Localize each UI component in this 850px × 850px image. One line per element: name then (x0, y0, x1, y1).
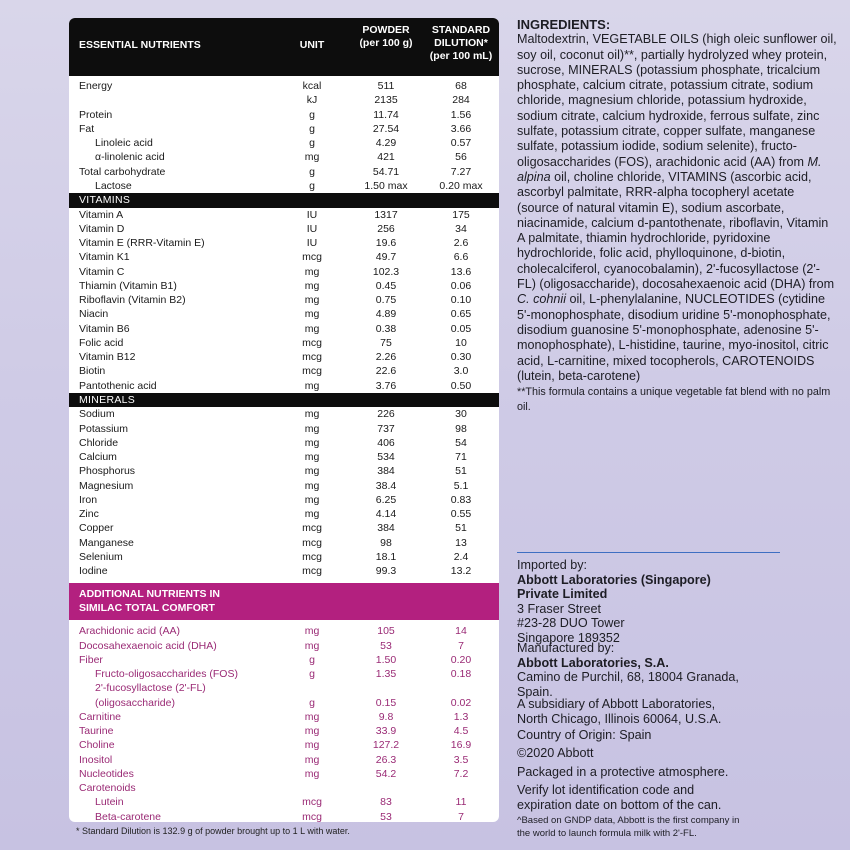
table-row (69, 521, 499, 535)
nutrient-name: Carotenoids (79, 782, 136, 794)
m-alpina-italic: M. alpina (517, 154, 822, 184)
nutrient-unit: mcg (302, 365, 322, 378)
powder-value: 2135 (374, 94, 398, 107)
dilution-value: 6.6 (453, 251, 469, 264)
dilution-value: 1.56 (450, 108, 472, 121)
table-row (69, 350, 499, 364)
powder-value: 4.14 (375, 508, 397, 520)
dilution-value: 0.05 (450, 322, 472, 335)
nutrient-name: Arachidonic acid (AA) (79, 625, 180, 638)
table-row (69, 681, 499, 695)
nutrient-unit: g (309, 179, 315, 192)
dilution-value: 7 (458, 810, 464, 822)
powder-value: 406 (377, 436, 395, 449)
nutrient-unit: mg (304, 436, 320, 449)
dilution-value: 11 (455, 796, 467, 809)
table-row (69, 336, 499, 350)
powder-value: 421 (377, 151, 395, 164)
dilution-value: 16.9 (450, 739, 472, 752)
powder-value: 384 (377, 465, 395, 478)
header-dilution: STANDARD DILUTION* (per 100 mL) (429, 24, 493, 62)
dilution-value: 13 (455, 536, 467, 549)
table-row (69, 379, 499, 393)
nutrient-name: Sodium (79, 408, 115, 421)
dilution-value: 0.20 max (439, 179, 483, 192)
powder-value: 0.45 (375, 279, 397, 292)
nutrient-name: Copper (79, 522, 114, 535)
nutrition-table (69, 18, 499, 822)
nutrient-unit: mg (304, 625, 320, 638)
nutrient-name: Fat (79, 122, 95, 135)
nutrient-name: Inositol (79, 753, 113, 766)
powder-value: 26.3 (375, 753, 397, 766)
dilution-value: 0.55 (450, 508, 472, 520)
nutrient-unit: mcg (302, 810, 322, 822)
nutrient-name: Nucleotides (79, 767, 134, 780)
nutrient-name: Protein (79, 108, 113, 121)
dilution-value: 7.2 (453, 767, 469, 780)
table-row (69, 179, 499, 193)
powder-value: 0.15 (375, 696, 397, 709)
nutrient-name: 2'-fucosyllactose (2'-FL) (95, 682, 206, 695)
table-header (69, 18, 499, 76)
dilution-value: 54 (455, 436, 467, 449)
table-row (69, 108, 499, 122)
minerals-section-header: MINERALS (69, 393, 499, 408)
nutrient-name: Total carbohydrate (79, 165, 166, 178)
powder-value: 83 (380, 796, 392, 809)
verify-line: expiration date on bottom of the can. (517, 797, 722, 812)
manufacturer-address-line: Spain. (517, 684, 553, 699)
dilution-value: 1.3 (453, 710, 469, 723)
manufacturer-block (517, 641, 837, 699)
dilution-value: 0.10 (450, 294, 472, 306)
manufacturer-address-line: Camino de Purchil, 68, 18004 Granada, (517, 670, 739, 684)
verify-note (517, 783, 837, 812)
nutrient-name: Vitamin D (79, 222, 125, 235)
powder-value: 102.3 (372, 265, 400, 278)
powder-value: 737 (377, 422, 395, 435)
dilution-value: 0.18 (450, 668, 472, 680)
table-row (69, 150, 499, 164)
powder-value: 19.6 (375, 237, 397, 249)
nutrient-unit: mg (304, 308, 320, 321)
dilution-value: 2.6 (453, 237, 469, 249)
importer-address-line: 3 Fraser Street (517, 601, 601, 616)
table-row (69, 422, 499, 436)
table-row (69, 436, 499, 450)
powder-value: 27.54 (372, 122, 400, 135)
nutrient-unit: g (309, 653, 315, 666)
table-row (69, 464, 499, 478)
nutrient-unit: kcal (302, 80, 322, 92)
powder-value: 6.25 (375, 493, 397, 506)
table-row (69, 724, 499, 738)
table-row (69, 507, 499, 521)
dilution-value: 0.65 (450, 308, 472, 321)
nutrient-unit: mg (304, 739, 320, 752)
powder-value: 3.76 (375, 379, 397, 392)
header-nutrients: ESSENTIAL NUTRIENTS (79, 39, 201, 51)
table-row (69, 265, 499, 279)
powder-value: 2.26 (375, 351, 397, 363)
nutrient-name: Linoleic acid (95, 137, 153, 149)
powder-value: 0.75 (375, 294, 397, 306)
table-row (69, 122, 499, 136)
nutrient-name: Carnitine (79, 710, 122, 723)
powder-value: 75 (380, 336, 392, 349)
essential-nutrients-list (69, 79, 499, 193)
table-row (69, 93, 499, 107)
nutrient-unit: g (309, 696, 315, 709)
powder-value: 256 (377, 222, 395, 235)
dilution-value: 4.5 (453, 725, 469, 737)
header-unit: UNIT (299, 39, 325, 51)
nutrient-name: Magnesium (79, 479, 134, 492)
nutrient-name: Iodine (79, 565, 108, 577)
nutrient-name: Vitamin E (RRR-Vitamin E) (79, 237, 205, 249)
table-row (69, 307, 499, 321)
nutrient-unit: g (309, 122, 315, 135)
powder-value: 18.1 (375, 550, 397, 563)
nutrient-name: Potassium (79, 422, 129, 435)
powder-value: 38.4 (375, 479, 397, 492)
dilution-value: 0.02 (450, 696, 472, 709)
nutrient-name: Calcium (79, 451, 117, 463)
table-row (69, 450, 499, 464)
nutrient-unit: mg (304, 639, 320, 652)
powder-value: 1.50 max (364, 179, 408, 192)
nutrient-unit: mg (304, 279, 320, 292)
table-row (69, 550, 499, 564)
subsidiary-block (517, 697, 837, 726)
powder-value: 11.74 (373, 108, 399, 121)
nutrient-unit: mg (304, 767, 320, 780)
nutrient-name: Fructo-oligosaccharides (FOS) (95, 668, 238, 680)
table-row (69, 322, 499, 336)
table-row (69, 564, 499, 578)
nutrient-name: Vitamin C (79, 265, 125, 278)
nutrient-name: Taurine (79, 725, 114, 737)
nutrient-unit: mg (304, 493, 320, 506)
nutrient-name: Chloride (79, 436, 119, 449)
manufacturer-name: Abbott Laboratories, S.A. (517, 655, 669, 670)
minerals-list (69, 407, 499, 578)
nutrient-unit: mg (304, 151, 320, 164)
dilution-value: 13.6 (450, 265, 472, 278)
nutrient-name: Fiber (79, 653, 103, 666)
nutrient-name: Docosahexaenoic acid (DHA) (79, 639, 217, 652)
nutrient-name: Iron (79, 493, 98, 506)
powder-value: 1.50 (375, 653, 397, 666)
dilution-value: 0.50 (450, 379, 472, 392)
table-row (69, 250, 499, 264)
powder-value: 1317 (374, 208, 398, 221)
dilution-value: 30 (455, 408, 467, 421)
dilution-value: 0.20 (450, 653, 472, 666)
dilution-value: 7.27 (450, 165, 472, 178)
nutrient-unit: mcg (302, 351, 322, 363)
standard-dilution-footnote: * Standard Dilution is 132.9 g of powder brought up to 1 L with water. (76, 826, 350, 836)
nutrient-unit: mcg (302, 536, 322, 549)
table-row (69, 653, 499, 667)
dilution-value: 10 (455, 336, 467, 349)
nutrient-unit: mg (304, 422, 320, 435)
powder-value: 534 (377, 451, 395, 463)
table-row (69, 165, 499, 179)
powder-value: 0.38 (375, 322, 397, 335)
nutrient-unit: mg (304, 710, 320, 723)
nutrient-unit: mg (304, 294, 320, 306)
table-row (69, 279, 499, 293)
nutrient-name: Thiamin (Vitamin B1) (79, 279, 177, 292)
powder-value: 384 (377, 522, 395, 535)
nutrient-unit: mg (304, 322, 320, 335)
nutrient-name: Energy (79, 80, 113, 92)
nutrient-unit: g (309, 165, 315, 178)
nutrient-unit: mcg (302, 565, 322, 577)
gndp-line: ^Based on GNDP data, Abbott is the first company in (517, 815, 740, 826)
nutrient-unit: mg (304, 479, 320, 492)
dilution-value: 2.4 (453, 550, 469, 563)
powder-value: 53 (380, 639, 392, 652)
powder-value: 226 (377, 408, 395, 421)
nutrient-name: Zinc (79, 508, 99, 520)
powder-value: 105 (377, 625, 395, 638)
nutrient-name: Choline (79, 739, 115, 752)
nutrient-unit: mg (304, 379, 320, 392)
nutrient-unit: mg (304, 408, 320, 421)
nutrient-name: Vitamin A (79, 208, 124, 221)
dilution-value: 284 (452, 94, 470, 107)
vitamins-section-header: VITAMINS (69, 193, 499, 208)
table-row (69, 479, 499, 493)
dilution-value: 0.06 (450, 279, 472, 292)
nutrient-name: Vitamin B6 (79, 322, 130, 335)
dilution-value: 3.66 (450, 122, 472, 135)
nutrient-unit: g (309, 108, 315, 121)
powder-value: 98 (380, 536, 392, 549)
nutrient-unit: mcg (302, 336, 322, 349)
nutrient-name: α-linolenic acid (95, 151, 165, 164)
table-row (69, 795, 499, 809)
importer-address-line: Singapore 189352 (517, 630, 620, 645)
powder-value: 1.35 (375, 668, 397, 680)
powder-value: 54.71 (372, 165, 400, 178)
powder-value: 54.2 (375, 767, 397, 780)
importer-address-line: #23-28 DUO Tower (517, 616, 625, 630)
nutrient-unit: mg (304, 265, 320, 278)
nutrient-name: Pantothenic acid (79, 379, 157, 392)
dilution-value: 98 (455, 422, 467, 435)
nutrient-unit: mg (304, 508, 320, 520)
table-row (69, 624, 499, 638)
table-row (69, 696, 499, 710)
table-row (69, 407, 499, 421)
verify-line: Verify lot identification code and (517, 783, 695, 797)
table-row (69, 710, 499, 724)
palm-oil-note: **This formula contains a unique vegetable fat blend with no palm oil. (517, 386, 831, 414)
nutrient-unit: mg (304, 451, 320, 463)
table-row (69, 208, 499, 222)
nutrient-name: Vitamin K1 (79, 251, 130, 264)
importer-label: Imported by: (517, 558, 587, 572)
gndp-line: the world to launch formula milk with 2'-FL. (517, 827, 697, 839)
importer-block (517, 558, 837, 645)
manufacturer-label: Manufactured by: (517, 641, 615, 655)
powder-value: 99.3 (375, 565, 397, 577)
powder-value: 49.7 (375, 251, 397, 264)
nutrient-name: Biotin (79, 365, 106, 378)
importer-name: Abbott Laboratories (Singapore) Private Limited (517, 572, 711, 601)
table-row (69, 767, 499, 781)
copyright: ©2020 Abbott (517, 746, 594, 760)
nutrient-name: Riboflavin (Vitamin B2) (79, 294, 186, 306)
table-row (69, 79, 499, 93)
dilution-value: 51 (455, 522, 467, 535)
dilution-value: 71 (455, 451, 467, 463)
c-cohnii-italic: C. cohnii (517, 292, 566, 307)
table-row (69, 753, 499, 767)
subsidiary-line: A subsidiary of Abbott Laboratories, (517, 697, 716, 711)
nutrient-unit: IU (306, 222, 318, 235)
nutrient-name: Beta-carotene (95, 810, 161, 822)
nutrient-unit: mcg (302, 796, 322, 809)
powder-value: 33.9 (375, 725, 397, 737)
dilution-value: 0.83 (450, 493, 472, 506)
nutrient-unit: mcg (302, 550, 322, 563)
table-row (69, 781, 499, 795)
table-row (69, 136, 499, 150)
powder-value: 22.6 (375, 365, 397, 378)
nutrient-name: Niacin (79, 308, 109, 321)
powder-value: 511 (377, 80, 395, 92)
powder-value: 53 (380, 810, 392, 822)
country-of-origin: Country of Origin: Spain (517, 728, 652, 742)
additional-nutrients-list (69, 624, 499, 822)
dilution-value: 14 (455, 625, 467, 638)
nutrient-name: Lutein (95, 796, 124, 809)
nutrient-unit: IU (306, 237, 318, 249)
dilution-value: 34 (455, 222, 467, 235)
table-row (69, 738, 499, 752)
nutrient-unit: IU (306, 208, 318, 221)
nutrient-name: Vitamin B12 (79, 351, 136, 363)
additional-nutrients-header: ADDITIONAL NUTRIENTS IN SIMILAC TOTAL COMFORT (69, 583, 499, 620)
table-row (69, 536, 499, 550)
table-row (69, 364, 499, 378)
table-row (69, 236, 499, 250)
table-row (69, 293, 499, 307)
nutrient-unit: mg (304, 465, 320, 478)
nutrient-name: Selenium (79, 550, 123, 563)
dilution-value: 13.2 (450, 565, 472, 577)
dilution-value: 51 (455, 465, 467, 478)
nutrient-unit: mg (304, 753, 320, 766)
ingredients-text: Maltodextrin, VEGETABLE OILS (high oleic sunflower oil, soy oil, coconut oil)**, partially hydrolyzed whey protein, sucrose, MINERALS (potassium phosphate, tricalcium phosphate, calcium citrate, potassium citrate, sodium chloride, magnesium chloride, potassium hydroxide, sodium citrate, calcium hydroxide, ferrous sulfate, zinc sulfate, potassium citrate, copper sulfate, manganese sulfate, potassium iodide, sodium selenite), fructo-oligosaccharides (FOS), arachidonic acid (AA) from M. alpina oil, choline chloride, VITAMINS (ascorbic acid, ascorbyl palmitate, RRR-alpha tocopheryl acetate (source of natural vitamin E), sodium ascorbate, niacinamide, calcium d-pantothenate, riboflavin, Vitamin A palmitate, thiamin hydrochloride, pyridoxine hydrochloride, folic acid, phylloquinone, d-biotin, cholecalciferol, cyanocobalamin), 2'-fucosyllactose (2'-FL) (oligosaccharide), docosahexaenoic acid (DHA) from C. cohnii oil, L-phenylalanine, NUCLEOTIDES (cytidine 5'-monophosphate, disodium uridine 5'-monophosphate, disodium guanosine 5'-monophosphate, adenosine 5'-monophosphate), L-histidine, taurine, myo-inositol, citric acid, L-carnitine, mixed tocopherols, CAROTENOIDS (lutein, beta-carotene) (517, 32, 837, 383)
ingredients-title: INGREDIENTS: (517, 17, 611, 32)
header-powder: POWDER (per 100 g) (359, 24, 413, 49)
powder-value: 4.89 (375, 308, 397, 321)
table-row (69, 493, 499, 507)
nutrient-name: Phosphorus (79, 465, 136, 478)
powder-value: 9.8 (378, 710, 394, 723)
nutrient-unit: mcg (302, 522, 322, 535)
table-row (69, 222, 499, 236)
dilution-value: 7 (458, 639, 464, 652)
dilution-value: 56 (455, 151, 467, 164)
dilution-value: 5.1 (453, 479, 469, 492)
nutrient-unit: kJ (306, 94, 318, 107)
nutrient-name: Lactose (95, 179, 132, 192)
nutrient-unit: g (309, 137, 315, 149)
ingredients-block (517, 17, 837, 415)
nutrient-unit: mg (304, 725, 320, 737)
table-row (69, 667, 499, 681)
subsidiary-line: North Chicago, Illinois 60064, U.S.A. (517, 711, 722, 726)
powder-value: 127.2 (372, 739, 400, 752)
dilution-value: 3.5 (453, 753, 469, 766)
table-row (69, 810, 499, 823)
dilution-value: 3.0 (453, 365, 469, 378)
nutrient-name: (oligosaccharide) (95, 696, 175, 709)
dilution-value: 175 (452, 208, 470, 221)
powder-value: 4.29 (375, 137, 397, 149)
vitamins-list (69, 208, 499, 393)
table-row (69, 639, 499, 653)
packaging-note: Packaged in a protective atmosphere. (517, 765, 729, 779)
nutrient-name: Manganese (79, 536, 134, 549)
dilution-value: 0.30 (450, 351, 472, 363)
section-divider (517, 552, 780, 553)
nutrient-unit: mcg (302, 251, 322, 264)
nutrient-unit: g (309, 668, 315, 680)
dilution-value: 0.57 (450, 137, 472, 149)
dilution-value: 68 (455, 80, 467, 92)
gndp-note (517, 815, 837, 840)
nutrient-name: Folic acid (79, 336, 124, 349)
